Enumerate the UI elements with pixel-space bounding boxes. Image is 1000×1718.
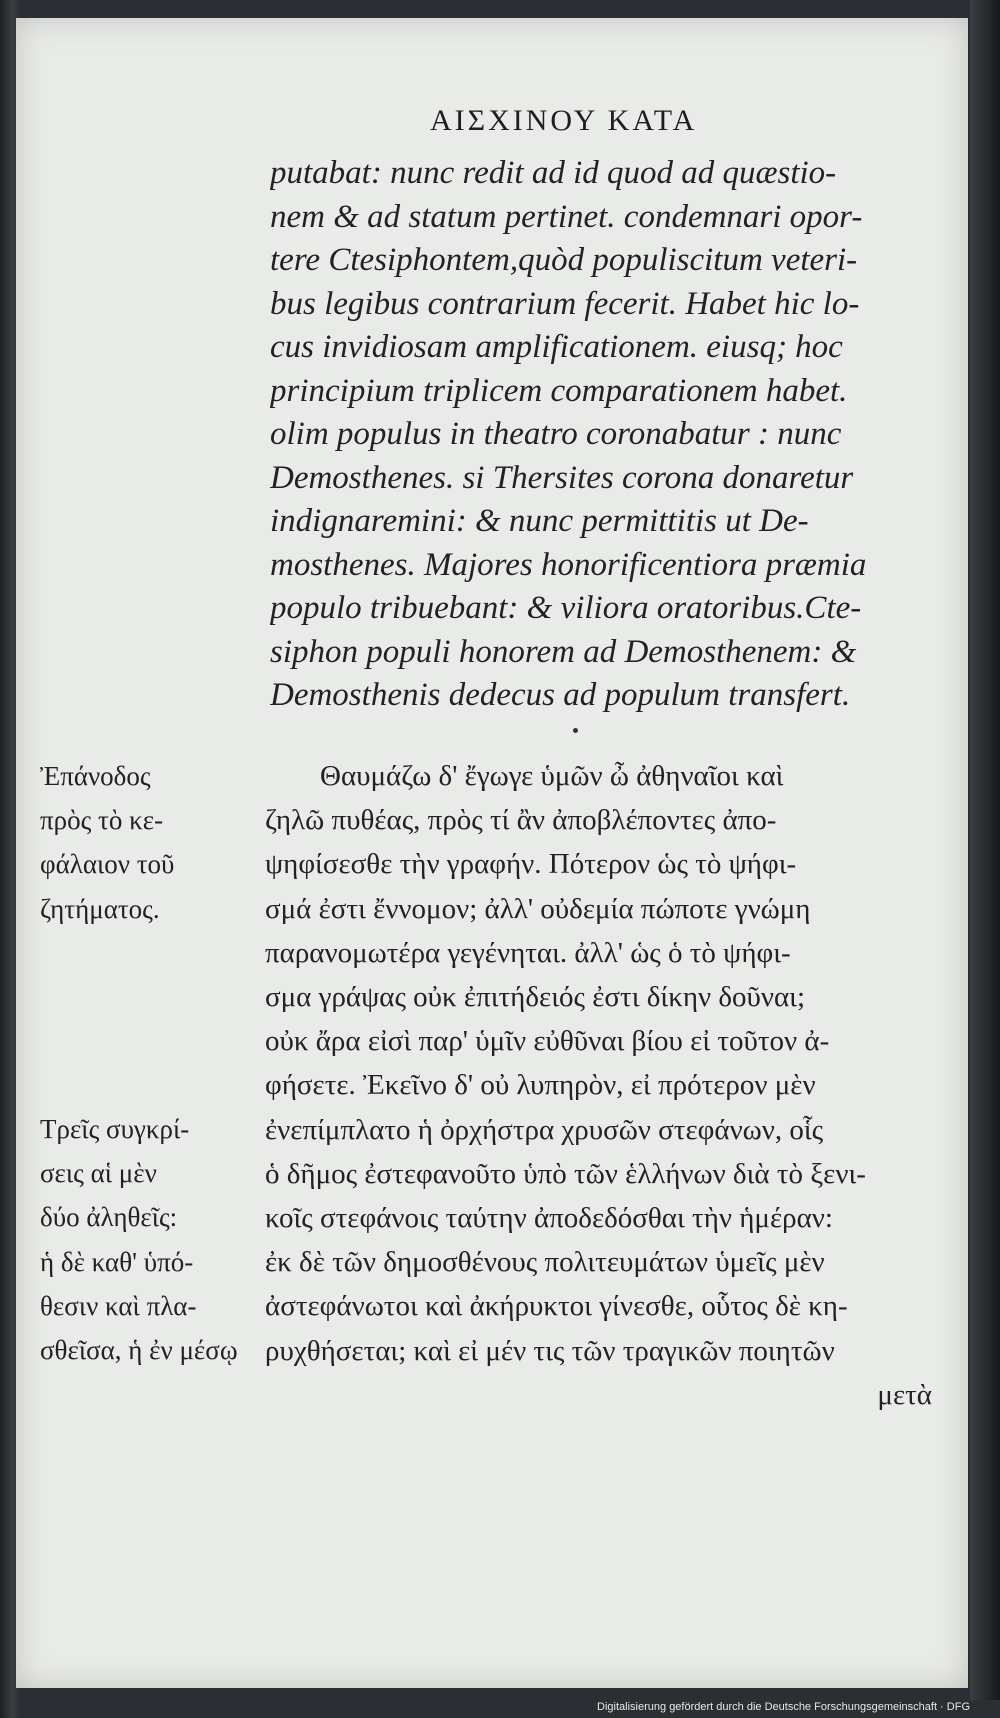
latin-line: populo tribuebant: & viliora oratoribus.Cte-	[270, 590, 862, 626]
latin-line: indignaremini: & nunc permittitis ut De-	[270, 503, 809, 539]
margin-line: θεσιν καὶ πλα-	[40, 1290, 197, 1321]
greek-line: ἐκ δὲ τῶν δημοσθένους πολιτευμάτων ὑμεῖς μὲν	[265, 1246, 825, 1279]
greek-line: παρανομωτέρα γεγένηται. ἀλλ' ὡς ὁ τὸ ψήφι-	[265, 936, 791, 969]
greek-line: ζηλῶ πυθέας, πρὸς τί ἂν ἀποβλέποντες ἀπο-	[265, 804, 777, 837]
margin-line: Τρεῖς συγκρί-	[40, 1114, 190, 1144]
greek-line: οὐκ ἄρα εἰσὶ παρ' ὑμῖν εὐθῦναι βίου εἰ τοῦτον ἀ-	[265, 1025, 830, 1058]
margin-line: δύο ἀληθεῖς:	[40, 1202, 178, 1233]
margin-note-epanodos	[40, 754, 265, 931]
margin-line: Ἐπάνοδος	[40, 761, 151, 791]
latin-line: principium triplicem comparationem habet.	[270, 372, 848, 409]
margin-line: ζητήματος.	[40, 893, 160, 924]
greek-line: φήσετε. Ἐκεῖνο δ' οὐ λυπηρὸν, εἰ πρότερον μὲν	[265, 1069, 816, 1102]
digitization-credit: Digitalisierung gefördert durch die Deutsche Forschungsgemeinschaft · DFG	[597, 1701, 970, 1713]
right-binding-edge	[970, 0, 1000, 1700]
greek-line: ψηφίσεσθε τὴν γραφήν. Πότερον ὡς τὸ ψήφι-	[265, 848, 797, 881]
latin-line: bus legibus contrarium fecerit. Habet hic lo-	[270, 285, 860, 322]
latin-commentary	[270, 152, 960, 718]
margin-line: πρὸς τὸ κε-	[40, 805, 164, 836]
latin-line: olim populus in theatro coronabatur : nunc	[270, 416, 842, 452]
greek-text	[265, 754, 960, 1417]
running-title: ΑΙΣΧΙΝΟΥ ΚΑΤΑ	[430, 104, 698, 137]
greek-line: ὁ δῆμος ἐστεφανοῦτο ὑπὸ τῶν ἑλλήνων διὰ τὸ ξενι-	[265, 1157, 866, 1190]
latin-line: tere Ctesiphontem,quòd populiscitum veteri-	[270, 242, 858, 278]
greek-line: Θαυμάζω δ' ἔγωγε ὑμῶν ὦ ἀθηναῖοι καὶ	[320, 760, 784, 792]
greek-line: ἀστεφάνωτοι καὶ ἀκήρυκτοι γίνεσθε, οὗτος δὲ κη-	[265, 1290, 848, 1323]
latin-line: siphon populi honorem ad Demosthenem: &	[270, 633, 857, 670]
latin-line: putabat: nunc redit ad id quod ad quæstio-	[270, 155, 837, 191]
latin-line: mosthenes. Majores honorificentiora præmia	[270, 546, 867, 583]
margin-line: φάλαιον τοῦ	[40, 849, 175, 880]
catchword: μετὰ	[877, 1378, 932, 1411]
greek-line: σμά ἐστι ἔννομον; ἀλλ' οὐδεμία πώποτε γνώμη	[265, 892, 811, 925]
margin-line: σθεῖσα, ἡ ἐν μέσῳ	[40, 1335, 238, 1366]
greek-line: ἐνεπίμπλατο ἡ ὀρχήστρα χρυσῶν στεφάνων, οἷς	[265, 1113, 824, 1146]
latin-line: nem & ad statum pertinet. condemnari opor-	[270, 198, 863, 235]
margin-line: ἡ δὲ καθ' ὑπό-	[40, 1246, 194, 1277]
latin-line: Demosthenis dedecus ad populum transfert.	[270, 677, 851, 713]
margin-line: σεις αἱ μὲν	[40, 1158, 157, 1189]
greek-line: κοῖς στεφάνοις ταύτην ἀποδεδόσθαι τὴν ἡμέραν:	[265, 1202, 833, 1235]
greek-line: ρυχθήσεται; καὶ εἰ μέν τις τῶν τραγικῶν ποιητῶν	[265, 1334, 835, 1367]
latin-line: cus invidiosam amplificationem. eiusq; hoc	[270, 329, 843, 365]
greek-line: σμα γράψας οὐκ ἐπιτήδειός ἐστι δίκην δοῦναι;	[265, 981, 806, 1014]
latin-line: Demosthenes. si Thersites corona donaretur	[270, 459, 854, 496]
margin-note-synkriseis	[40, 1107, 265, 1372]
ink-dot	[573, 728, 578, 733]
